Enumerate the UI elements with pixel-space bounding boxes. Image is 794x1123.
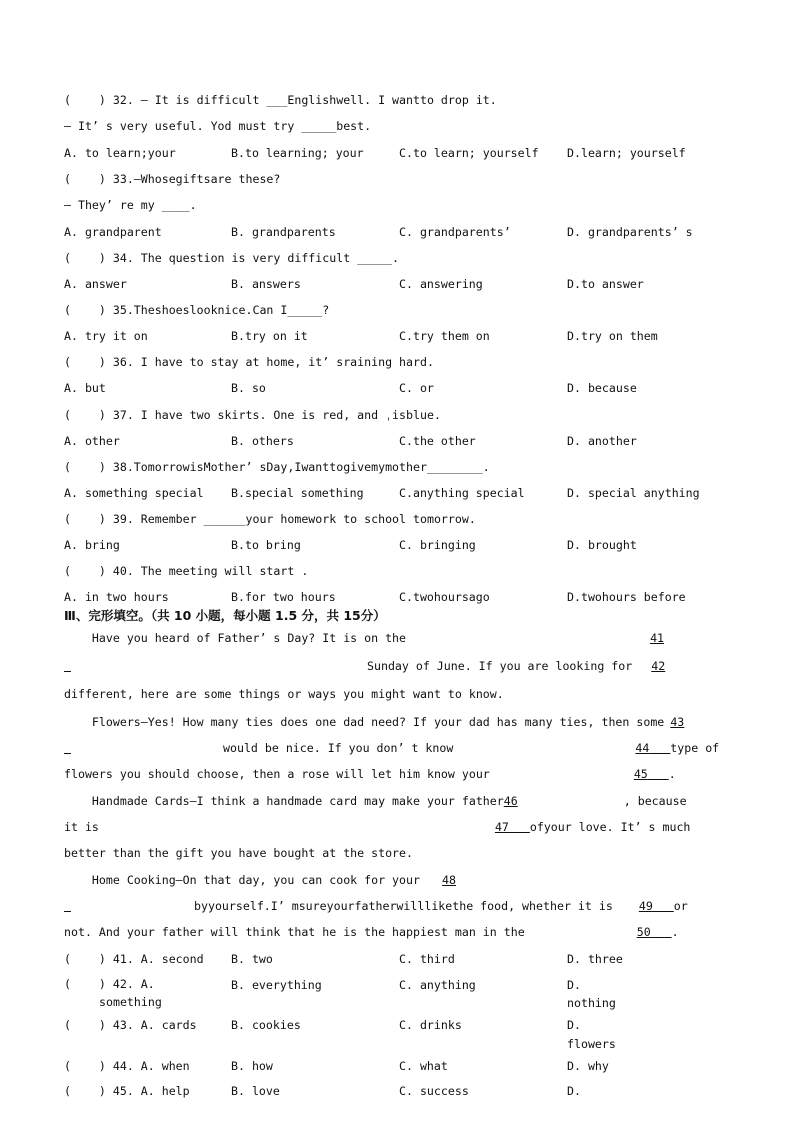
cloze-para4-line3: not. And your father will think that he is the happiest man in the 50 . [64,925,679,939]
q40-option-c: C.twohoursago [399,590,490,604]
cloze-para2-line3: flowers you should choose, then a rose will let him know your 45 . [64,767,676,781]
q37-option-c: C.the other [399,434,476,448]
q39-stem: ( ) 39. Remember ______your homework to school tomorrow. [64,512,476,526]
q43-option-b: B. cookies [231,1018,301,1032]
q42-option-b: B. everything [231,978,322,992]
section-heading: Ⅲ、完形填空。（共 10 小题，每小题 1.5 分，共 15分） [64,608,386,623]
q36-option-b: B. so [231,381,266,395]
q43-option-c: C. drinks [399,1018,462,1032]
q39-option-b: B.to bring [231,538,301,552]
q39-option-a: A. bring [64,538,120,552]
q42-option-a: ( ) 42. A. [64,977,155,991]
q43-option-a: ( ) 43. A. cards [64,1018,197,1032]
q40-stem: ( ) 40. The meeting will start . [64,564,309,578]
q32-stem: ( ) 32. — It is difficult ___Englishwell. I wantto drop it. [64,93,497,107]
q33-option-c: C. grandparents’ [399,225,511,239]
q41-option-c: C. third [399,952,455,966]
cloze-para3-line1: Handmade Cards—I think a handmade card may make your father46 , because [64,794,687,808]
q34-option-a: A. answer [64,277,127,291]
q39-option-c: C. bringing [399,538,476,552]
blank-41: 41 [650,631,665,645]
q37-stem: ( ) 37. I have two skirts. One is red, and ˌisblue. [64,408,441,422]
cloze-para2-line2: would be nice. If you don’ t know 44 type of [223,741,720,755]
q33-option-b: B. grandparents [231,225,336,239]
q37-option-b: B. others [231,434,294,448]
q35-stem: ( ) 35.Theshoeslooknice.Can I_____? [64,303,330,317]
q45-option-a: ( ) 45. A. help [64,1084,190,1098]
q38-option-b: B.special something [231,486,364,500]
blank-45: 45 [633,767,648,781]
q35-option-d: D.try on them [567,329,658,343]
q33-option-a: A. grandparent [64,225,162,239]
q36-stem: ( ) 36. I have to stay at home, it’ sraining hard. [64,355,434,369]
q38-option-d: D. special anything [567,486,700,500]
q33-option-d: D. grandparents’ s [567,225,693,239]
q42-option-c: C. anything [399,978,476,992]
blank-44: 44 [635,741,650,755]
q44-option-c: C. what [399,1059,448,1073]
q40-option-b: B.for two hours [231,590,336,604]
q42-option-a-text: something [99,995,162,1009]
q32-reply: — It’ s very useful. Yod must try _____best. [64,119,372,133]
q35-option-b: B.try on it [231,329,308,343]
blank-47: 47 [494,820,509,834]
q42-option-d: D. [567,978,581,992]
blank-43: 43 [670,715,685,729]
q42-option-d-text: nothing [567,996,616,1010]
q38-stem: ( ) 38.TomorrowisMother’ sDay,Iwanttogivemymother________. [64,460,490,474]
q40-option-a: A. in two hours [64,590,169,604]
q41-option-b: B. two [231,952,273,966]
q45-option-b: B. love [231,1084,280,1098]
q38-option-a: A. something special [64,486,204,500]
q35-option-a: A. try it on [64,329,148,343]
cloze-para3-line3: better than the gift you have bought at the store. [64,846,414,860]
blank-42: 42 [651,659,666,673]
q45-option-c: C. success [399,1084,469,1098]
q34-option-b: B. answers [231,277,301,291]
q36-option-d: D. because [567,381,637,395]
blank-50: 50 [636,925,651,939]
cloze-para1-line2: Sunday of June. If you are looking for 42 [64,659,684,673]
q41-option-d: D. three [567,952,623,966]
q37-option-a: A. other [64,434,120,448]
q44-option-a: ( ) 44. A. when [64,1059,190,1073]
q43-option-d-text: flowers [567,1037,616,1051]
q40-option-d: D.twohours before [567,590,686,604]
cloze-para2-line1: Flowers—Yes! How many ties does one dad need? If your dad has many ties, then some 43 [64,715,690,729]
cloze-para3-line2: it is 47 ofyour love. It’ s much [64,820,691,834]
q34-option-c: C. answering [399,277,483,291]
q39-option-d: D. brought [567,538,637,552]
q32-option-d: D.learn; yourself [567,146,686,160]
blank-48: 48 [442,873,456,887]
q34-option-d: D.to answer [567,277,644,291]
q38-option-c: C.anything special [399,486,525,500]
q44-option-b: B. how [231,1059,273,1073]
cloze-para4-line2: byyourself.I’ msureyourfatherwilllikethe food, whether it is 49 or [194,899,688,913]
q43-option-d: D. [567,1018,581,1032]
q41-option-a: ( ) 41. A. second [64,952,204,966]
q32-option-c: C.to learn; yourself [399,146,539,160]
blank-46: 46 [503,794,518,808]
q35-option-c: C.try them on [399,329,490,343]
q36-option-a: A. but [64,381,106,395]
cloze-para1-line3: different, here are some things or ways you might want to know. [64,687,504,701]
blank-49: 49 [638,899,653,913]
q33-reply: — They’ re my ____. [64,198,197,212]
q44-option-d: D. why [567,1059,609,1073]
q32-option-a: A. to learn;your [64,146,176,160]
q36-option-c: C. or [399,381,434,395]
cloze-para4-line1: Home Cooking—On that day, you can cook for your 48 [64,873,456,887]
q45-option-d: D. [567,1084,581,1098]
q32-option-b: B.to learning; your [231,146,364,160]
q34-stem: ( ) 34. The question is very difficult _____. [64,251,400,265]
cloze-para1-line1: Have you heard of Father’ s Day? It is on the 41 [64,631,665,645]
q33-stem: ( ) 33.—Whosegiftsare these? [64,172,281,186]
q37-option-d: D. another [567,434,637,448]
